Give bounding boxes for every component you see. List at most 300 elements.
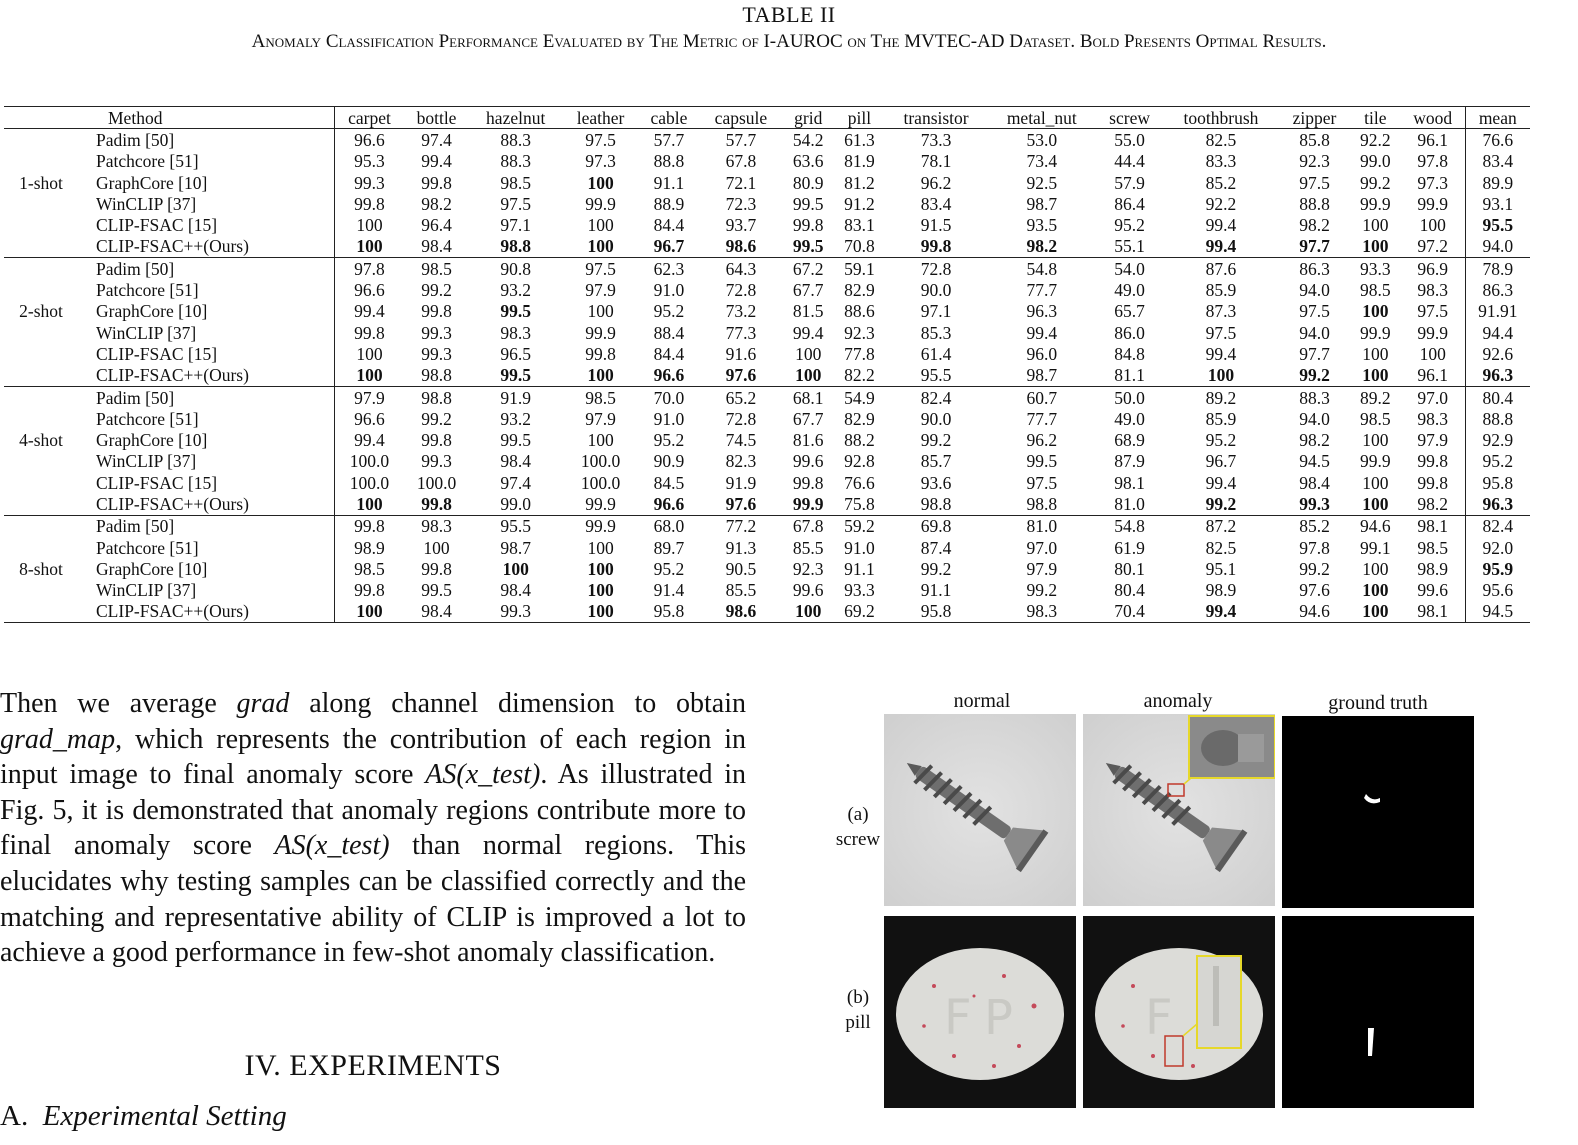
value-cell: 88.6 bbox=[844, 301, 875, 322]
value-cell: 94.6 bbox=[1299, 601, 1330, 622]
value-cell: 99.1 bbox=[1360, 537, 1391, 558]
value-cell: 97.8 bbox=[1417, 151, 1449, 172]
shot-label-cell bbox=[4, 408, 78, 429]
value-cell: 100 bbox=[587, 301, 614, 322]
value-cell: 98.1 bbox=[1114, 472, 1145, 493]
value-cell: 99.5 bbox=[421, 580, 452, 601]
value-cell: 65.7 bbox=[1114, 301, 1145, 322]
value-cell: 57.7 bbox=[653, 129, 685, 150]
value-cell: 82.9 bbox=[844, 280, 875, 301]
value-cell: 96.3 bbox=[1465, 493, 1530, 515]
value-cell: 97.2 bbox=[1417, 236, 1449, 257]
value-cell: 97.8 bbox=[1299, 537, 1330, 558]
table-row bbox=[4, 365, 1530, 387]
method-cell: Patchcore [51] bbox=[78, 537, 334, 558]
table-row bbox=[4, 493, 1530, 515]
shot-label-cell bbox=[4, 493, 78, 515]
table-row bbox=[4, 172, 1530, 193]
value-cell: 81.0 bbox=[1026, 516, 1058, 537]
value-cell: 88.8 bbox=[653, 151, 685, 172]
value-cell: 99.4 bbox=[792, 322, 824, 343]
value-cell: 86.3 bbox=[1465, 279, 1530, 300]
method-cell: Patchcore [51] bbox=[78, 408, 334, 429]
value-cell: 99.2 bbox=[920, 558, 952, 579]
svg-text:F: F bbox=[1145, 990, 1173, 1046]
value-cell: 81.5 bbox=[792, 301, 824, 322]
value-cell: 99.8 bbox=[585, 343, 616, 364]
value-cell: 99.8 bbox=[421, 558, 452, 579]
value-cell: 57.9 bbox=[1114, 172, 1145, 193]
value-cell: 99.3 bbox=[421, 322, 452, 343]
value-cell: 98.8 bbox=[421, 387, 452, 408]
shot-label-cell bbox=[4, 472, 78, 493]
shot-label-cell bbox=[4, 580, 78, 601]
value-cell: 100 bbox=[587, 430, 614, 451]
value-cell: 93.1 bbox=[1465, 193, 1530, 214]
value-cell: 91.1 bbox=[653, 172, 685, 193]
value-cell: 88.2 bbox=[844, 430, 875, 451]
value-cell: 89.9 bbox=[1465, 172, 1530, 193]
value-cell: 78.9 bbox=[1465, 258, 1530, 280]
value-cell: 85.7 bbox=[920, 451, 952, 472]
value-cell: 95.2 bbox=[1205, 430, 1237, 451]
value-cell: 80.4 bbox=[1465, 386, 1530, 408]
screw-ground-truth-mask bbox=[1282, 716, 1474, 908]
results-table bbox=[4, 106, 1530, 623]
value-cell: 99.0 bbox=[500, 493, 531, 514]
value-cell: 95.1 bbox=[1205, 558, 1237, 579]
value-cell: 92.2 bbox=[1205, 193, 1237, 214]
value-cell: 55.0 bbox=[1114, 129, 1145, 150]
value-cell: 97.5 bbox=[500, 193, 531, 214]
value-cell: 100 bbox=[587, 236, 614, 257]
value-cell: 99.9 bbox=[585, 322, 616, 343]
value-cell: 90.9 bbox=[653, 451, 685, 472]
value-cell: 99.4 bbox=[354, 301, 385, 322]
method-cell: Patchcore [51] bbox=[78, 279, 334, 300]
table-row bbox=[4, 279, 1530, 300]
value-cell: 85.5 bbox=[725, 580, 757, 601]
value-cell: 96.2 bbox=[1026, 430, 1058, 451]
body-text-4: . As illustrated in Fig. 5, it is demonstrated that anomaly regions contribute more to final anomaly score bbox=[0, 759, 747, 862]
pill-anomaly-image bbox=[1083, 916, 1275, 1108]
value-cell: 88.4 bbox=[653, 322, 685, 343]
value-cell: 99.8 bbox=[792, 472, 824, 493]
svg-text:F: F bbox=[944, 990, 972, 1046]
value-cell: 99.8 bbox=[354, 193, 385, 214]
value-cell: 100 bbox=[1362, 343, 1389, 364]
value-cell: 96.6 bbox=[354, 408, 385, 429]
value-cell: 99.8 bbox=[421, 172, 452, 193]
table-header-capsule: capsule bbox=[714, 107, 768, 128]
value-cell: 95.5 bbox=[1465, 214, 1530, 235]
shot-label-cell bbox=[4, 451, 78, 472]
value-cell: 87.2 bbox=[1205, 516, 1237, 537]
value-cell: 97.0 bbox=[1417, 387, 1449, 408]
value-cell: 50.0 bbox=[1114, 387, 1145, 408]
value-cell: 97.9 bbox=[585, 280, 616, 301]
value-cell: 100 bbox=[1419, 215, 1446, 236]
method-cell: WinCLIP [37] bbox=[78, 580, 334, 601]
value-cell: 83.3 bbox=[1205, 151, 1237, 172]
value-cell: 99.9 bbox=[1360, 451, 1391, 472]
value-cell: 100.0 bbox=[349, 451, 390, 472]
value-cell: 99.0 bbox=[1360, 151, 1391, 172]
table-header-carpet: carpet bbox=[348, 107, 391, 128]
figure-col-header-ground-truth: ground truth bbox=[1328, 692, 1428, 714]
value-cell: 55.1 bbox=[1114, 236, 1145, 257]
value-cell: 60.7 bbox=[1026, 387, 1058, 408]
value-cell: 100 bbox=[1362, 472, 1389, 493]
value-cell: 98.5 bbox=[500, 172, 531, 193]
table-row bbox=[4, 429, 1530, 450]
value-cell: 96.2 bbox=[920, 172, 952, 193]
value-cell: 92.5 bbox=[1026, 172, 1058, 193]
value-cell: 85.5 bbox=[792, 537, 824, 558]
value-cell: 93.6 bbox=[920, 472, 952, 493]
value-cell: 90.5 bbox=[725, 558, 757, 579]
table-header-zipper: zipper bbox=[1292, 107, 1337, 128]
body-text-1: Then we average bbox=[0, 688, 237, 719]
method-cell: Patchcore [51] bbox=[78, 151, 334, 172]
value-cell: 98.5 bbox=[585, 387, 616, 408]
table-group-8-shot bbox=[4, 515, 1530, 622]
svg-text:P: P bbox=[984, 990, 1013, 1046]
body-text-5: than normal regions. This elucidates why testing samples can be classified correctly and the matching and representative ability of CLIP is improved a lot to achieve a good performance in few-shot anomaly classification. bbox=[0, 830, 746, 969]
value-cell: 85.2 bbox=[1299, 516, 1330, 537]
value-cell: 97.9 bbox=[585, 408, 616, 429]
value-cell: 77.7 bbox=[1026, 408, 1058, 429]
value-cell: 96.9 bbox=[1417, 258, 1449, 279]
value-cell: 99.4 bbox=[354, 430, 385, 451]
value-cell: 72.8 bbox=[920, 258, 952, 279]
value-cell: 54.2 bbox=[792, 129, 824, 150]
value-cell: 100 bbox=[356, 601, 383, 622]
value-cell: 100 bbox=[587, 537, 614, 558]
value-cell: 59.1 bbox=[844, 258, 875, 279]
value-cell: 72.1 bbox=[725, 172, 757, 193]
value-cell: 77.8 bbox=[844, 343, 875, 364]
value-cell: 98.8 bbox=[1026, 493, 1058, 514]
value-cell: 94.0 bbox=[1299, 280, 1330, 301]
value-cell: 99.2 bbox=[1360, 172, 1391, 193]
value-cell: 73.3 bbox=[920, 129, 952, 150]
table-header-screw: screw bbox=[1109, 107, 1150, 128]
value-cell: 96.3 bbox=[1026, 301, 1058, 322]
table-row bbox=[4, 537, 1530, 558]
shot-label-cell: 4-shot bbox=[19, 430, 63, 451]
value-cell: 54.8 bbox=[1114, 516, 1145, 537]
value-cell: 68.0 bbox=[653, 516, 685, 537]
value-cell: 65.2 bbox=[725, 387, 757, 408]
value-cell: 95.5 bbox=[920, 365, 952, 386]
results-table-wrapper bbox=[4, 106, 1530, 623]
value-cell: 96.6 bbox=[653, 493, 685, 514]
method-cell: WinCLIP [37] bbox=[78, 322, 334, 343]
value-cell: 80.9 bbox=[792, 172, 824, 193]
value-cell: 100 bbox=[587, 558, 614, 579]
value-cell: 97.1 bbox=[920, 301, 952, 322]
table-header-hazelnut: hazelnut bbox=[486, 107, 546, 128]
body-text-2: along channel dimension to obtain bbox=[289, 688, 746, 719]
shot-label-cell bbox=[4, 236, 78, 258]
value-cell: 98.1 bbox=[1417, 601, 1449, 622]
table-header-leather: leather bbox=[576, 107, 625, 128]
shot-label-cell bbox=[4, 515, 78, 537]
value-cell: 69.2 bbox=[844, 601, 875, 622]
value-cell: 100 bbox=[423, 537, 450, 558]
value-cell: 86.0 bbox=[1114, 322, 1145, 343]
method-cell: WinCLIP [37] bbox=[78, 193, 334, 214]
value-cell: 97.3 bbox=[585, 151, 616, 172]
value-cell: 97.5 bbox=[1417, 301, 1449, 322]
value-cell: 99.3 bbox=[421, 451, 452, 472]
figure-row-label-pill bbox=[830, 985, 886, 1035]
value-cell: 68.9 bbox=[1114, 430, 1145, 451]
value-cell: 76.6 bbox=[844, 472, 875, 493]
table-row bbox=[4, 408, 1530, 429]
value-cell: 100 bbox=[1362, 215, 1389, 236]
value-cell: 87.6 bbox=[1205, 258, 1237, 279]
value-cell: 84.8 bbox=[1114, 343, 1145, 364]
value-cell: 99.8 bbox=[421, 430, 452, 451]
method-cell: Padim [50] bbox=[78, 258, 334, 280]
value-cell: 88.3 bbox=[500, 129, 531, 150]
value-cell: 84.4 bbox=[653, 343, 685, 364]
math-anomaly-score: AS(x_test) bbox=[274, 830, 390, 862]
method-cell: CLIP-FSAC++(Ours) bbox=[78, 365, 334, 387]
pill-normal-image bbox=[884, 916, 1076, 1108]
value-cell: 69.8 bbox=[920, 516, 952, 537]
value-cell: 98.9 bbox=[1417, 558, 1449, 579]
value-cell: 98.5 bbox=[1360, 280, 1391, 301]
value-cell: 99.2 bbox=[1026, 580, 1058, 601]
value-cell: 81.1 bbox=[1114, 365, 1145, 386]
value-cell: 100 bbox=[587, 172, 614, 193]
value-cell: 100.0 bbox=[580, 451, 621, 472]
value-cell: 80.1 bbox=[1114, 558, 1145, 579]
value-cell: 87.3 bbox=[1205, 301, 1237, 322]
value-cell: 92.3 bbox=[1299, 151, 1330, 172]
value-cell: 99.5 bbox=[792, 193, 824, 214]
value-cell: 98.8 bbox=[920, 493, 952, 514]
value-cell: 54.9 bbox=[844, 387, 875, 408]
method-cell: GraphCore [10] bbox=[78, 301, 334, 322]
value-cell: 70.4 bbox=[1114, 601, 1145, 622]
table-row bbox=[4, 472, 1530, 493]
value-cell: 97.5 bbox=[585, 129, 616, 150]
value-cell: 86.4 bbox=[1114, 193, 1145, 214]
value-cell: 54.0 bbox=[1114, 258, 1145, 279]
value-cell: 99.9 bbox=[585, 516, 616, 537]
table-row bbox=[4, 558, 1530, 579]
value-cell: 100 bbox=[356, 493, 383, 514]
table-caption bbox=[0, 0, 1578, 55]
value-cell: 97.6 bbox=[1299, 580, 1330, 601]
value-cell: 99.4 bbox=[1205, 215, 1237, 236]
value-cell: 97.5 bbox=[1299, 301, 1330, 322]
value-cell: 67.8 bbox=[725, 151, 757, 172]
method-cell: CLIP-FSAC++(Ours) bbox=[78, 236, 334, 258]
shot-label-cell bbox=[4, 193, 78, 214]
value-cell: 92.9 bbox=[1465, 429, 1530, 450]
value-cell: 99.2 bbox=[1299, 365, 1330, 386]
table-header-mean: mean bbox=[1465, 107, 1530, 129]
value-cell: 98.7 bbox=[1026, 193, 1058, 214]
value-cell: 82.4 bbox=[1465, 515, 1530, 537]
value-cell: 92.6 bbox=[1465, 343, 1530, 364]
value-cell: 92.2 bbox=[1360, 129, 1391, 150]
value-cell: 97.9 bbox=[1026, 558, 1058, 579]
table-row bbox=[4, 322, 1530, 343]
value-cell: 100 bbox=[1362, 430, 1389, 451]
table-row bbox=[4, 214, 1530, 235]
value-cell: 99.2 bbox=[920, 430, 952, 451]
value-cell: 98.2 bbox=[1417, 493, 1449, 514]
value-cell: 98.9 bbox=[1205, 580, 1237, 601]
table-header-row bbox=[4, 107, 1530, 129]
value-cell: 97.4 bbox=[421, 129, 452, 150]
value-cell: 99.2 bbox=[421, 280, 452, 301]
shot-label-cell: 8-shot bbox=[19, 558, 63, 579]
value-cell: 100 bbox=[356, 365, 383, 386]
value-cell: 100.0 bbox=[416, 472, 457, 493]
value-cell: 91.9 bbox=[725, 472, 757, 493]
value-cell: 95.9 bbox=[1465, 558, 1530, 579]
value-cell: 99.2 bbox=[421, 408, 452, 429]
value-cell: 99.9 bbox=[1417, 193, 1449, 214]
value-cell: 99.8 bbox=[354, 322, 385, 343]
value-cell: 83.4 bbox=[1465, 151, 1530, 172]
table-row bbox=[4, 301, 1530, 322]
value-cell: 98.2 bbox=[1299, 215, 1330, 236]
value-cell: 98.6 bbox=[725, 601, 757, 622]
table-group-4-shot bbox=[4, 386, 1530, 515]
value-cell: 82.3 bbox=[725, 451, 757, 472]
value-cell: 93.2 bbox=[500, 280, 531, 301]
value-cell: 93.3 bbox=[1360, 258, 1391, 279]
value-cell: 100 bbox=[587, 601, 614, 622]
method-cell: CLIP-FSAC++(Ours) bbox=[78, 601, 334, 623]
value-cell: 77.3 bbox=[725, 322, 757, 343]
value-cell: 99.9 bbox=[585, 193, 616, 214]
value-cell: 92.8 bbox=[844, 451, 875, 472]
value-cell: 96.1 bbox=[1417, 365, 1449, 386]
value-cell: 96.6 bbox=[354, 280, 385, 301]
row-label-index: (a) bbox=[847, 804, 869, 825]
figure-col-header-anomaly: anomaly bbox=[1143, 690, 1213, 712]
value-cell: 99.9 bbox=[1417, 322, 1449, 343]
screw-normal-image bbox=[884, 714, 1076, 906]
table-row bbox=[4, 236, 1530, 258]
value-cell: 85.3 bbox=[920, 322, 952, 343]
value-cell: 64.3 bbox=[725, 258, 757, 279]
value-cell: 95.2 bbox=[653, 301, 685, 322]
value-cell: 96.7 bbox=[1205, 451, 1237, 472]
value-cell: 92.3 bbox=[792, 558, 824, 579]
value-cell: 99.3 bbox=[354, 172, 385, 193]
value-cell: 72.8 bbox=[725, 280, 757, 301]
method-cell: CLIP-FSAC [15] bbox=[78, 343, 334, 364]
value-cell: 99.4 bbox=[421, 151, 452, 172]
table-row bbox=[4, 129, 1530, 151]
value-cell: 91.3 bbox=[725, 537, 757, 558]
table-row bbox=[4, 193, 1530, 214]
value-cell: 96.1 bbox=[1417, 129, 1449, 150]
value-cell: 84.5 bbox=[653, 472, 685, 493]
value-cell: 98.5 bbox=[1360, 408, 1391, 429]
table-caption-text: Anomaly Classification Performance Evaluated by The Metric of I-AUROC on The MVTEC-AD Dataset. Bold Presents Optimal Results. bbox=[251, 31, 1327, 52]
value-cell: 94.4 bbox=[1465, 322, 1530, 343]
value-cell: 67.7 bbox=[792, 280, 824, 301]
value-cell: 61.9 bbox=[1114, 537, 1145, 558]
value-cell: 85.9 bbox=[1205, 280, 1237, 301]
value-cell: 92.3 bbox=[844, 322, 875, 343]
value-cell: 100 bbox=[1362, 601, 1389, 622]
value-cell: 83.4 bbox=[920, 193, 952, 214]
value-cell: 97.9 bbox=[1417, 430, 1449, 451]
value-cell: 53.0 bbox=[1026, 129, 1058, 150]
value-cell: 94.0 bbox=[1299, 408, 1330, 429]
value-cell: 98.4 bbox=[421, 236, 452, 257]
method-cell: Padim [50] bbox=[78, 515, 334, 537]
value-cell: 96.4 bbox=[421, 215, 452, 236]
value-cell: 99.8 bbox=[421, 301, 452, 322]
value-cell: 93.2 bbox=[500, 408, 531, 429]
value-cell: 98.4 bbox=[421, 601, 452, 622]
value-cell: 81.0 bbox=[1114, 493, 1145, 514]
value-cell: 98.3 bbox=[1417, 408, 1449, 429]
value-cell: 81.9 bbox=[844, 151, 875, 172]
table-header-bottle: bottle bbox=[416, 107, 457, 128]
value-cell: 98.6 bbox=[725, 236, 757, 257]
value-cell: 99.6 bbox=[792, 451, 824, 472]
value-cell: 100 bbox=[795, 601, 822, 622]
value-cell: 99.2 bbox=[1205, 493, 1237, 514]
value-cell: 99.4 bbox=[1026, 322, 1058, 343]
shot-label-cell bbox=[4, 601, 78, 623]
value-cell: 75.8 bbox=[844, 493, 875, 514]
value-cell: 96.5 bbox=[500, 343, 531, 364]
value-cell: 83.1 bbox=[844, 215, 875, 236]
shot-label-cell bbox=[4, 365, 78, 387]
subsection-title bbox=[0, 1100, 287, 1133]
method-cell: GraphCore [10] bbox=[78, 172, 334, 193]
table-header-grid: grid bbox=[794, 107, 823, 128]
value-cell: 87.9 bbox=[1114, 451, 1145, 472]
value-cell: 95.5 bbox=[500, 516, 531, 537]
value-cell: 100 bbox=[1362, 236, 1389, 257]
value-cell: 99.4 bbox=[1205, 472, 1237, 493]
value-cell: 99.8 bbox=[920, 236, 952, 257]
shot-label-cell bbox=[4, 279, 78, 300]
value-cell: 99.3 bbox=[421, 343, 452, 364]
value-cell: 82.5 bbox=[1205, 537, 1237, 558]
table-row bbox=[4, 451, 1530, 472]
value-cell: 96.3 bbox=[1465, 365, 1530, 387]
value-cell: 72.8 bbox=[725, 408, 757, 429]
method-cell: GraphCore [10] bbox=[78, 429, 334, 450]
value-cell: 94.5 bbox=[1465, 601, 1530, 623]
section-title: IV. EXPERIMENTS bbox=[244, 1049, 502, 1082]
value-cell: 86.3 bbox=[1299, 258, 1330, 279]
value-cell: 100 bbox=[587, 580, 614, 601]
table-header-metal-nut: metal_nut bbox=[1006, 107, 1077, 128]
value-cell: 99.4 bbox=[1205, 601, 1237, 622]
value-cell: 91.6 bbox=[725, 343, 757, 364]
value-cell: 98.5 bbox=[354, 558, 385, 579]
value-cell: 63.6 bbox=[792, 151, 824, 172]
